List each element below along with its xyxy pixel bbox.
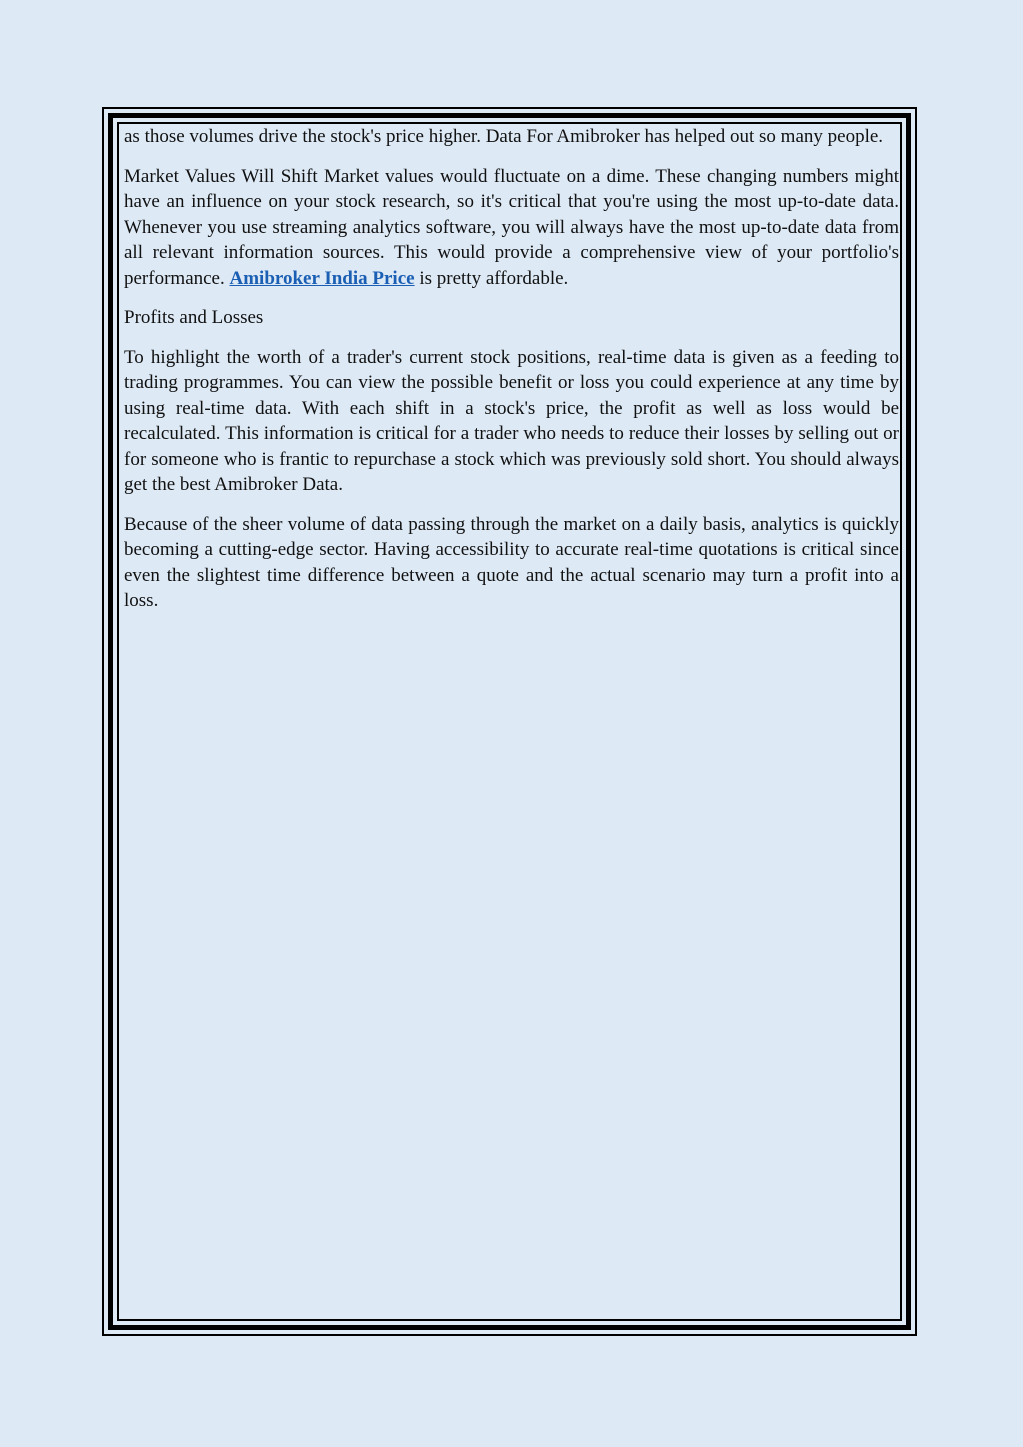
paragraph-market-values [124, 164, 899, 292]
paragraph-volumes: as those volumes drive the stock's price higher. Data For Amibroker has helped out so many people. [124, 126, 884, 147]
amibroker-india-price-link[interactable]: Amibroker India Price [229, 267, 415, 289]
paragraph-market-values-text: Market Values Will Shift Market values would fluctuate on a dime. These changing numbers might have an influence on your stock research, so it's critical that you're using the most up-to-date data. Whenever you use streaming analytics software, you will always have the most up-to-date data from all relevant information sources. This would provide a comprehensive view of your portfolio's performance. [124, 165, 899, 289]
document-body [124, 124, 899, 628]
paragraph-real-time-data: To highlight the worth of a trader's current stock positions, real-time data is given as a feeding to trading programmes. You can view the possible benefit or loss you could experience at any time by using real-time data. With each shift in a stock's price, the profit as well as loss would be recalculated. This information is critical for a trader who needs to reduce their losses by selling out or for someone who is frantic to repurchase a stock which was previously sold short. You should always get the best Amibroker Data. [124, 346, 899, 495]
section-heading-profits-losses: Profits and Losses [124, 307, 264, 328]
paragraph-market-values-tail: is pretty affordable. [414, 267, 569, 289]
paragraph-analytics: Because of the sheer volume of data passing through the market on a daily basis, analytics is quickly becoming a cutting-edge sector. Having accessibility to accurate real-time quotations is critical since even the slightest time difference between a quote and the actual scenario may turn a profit into a loss. [124, 513, 899, 611]
